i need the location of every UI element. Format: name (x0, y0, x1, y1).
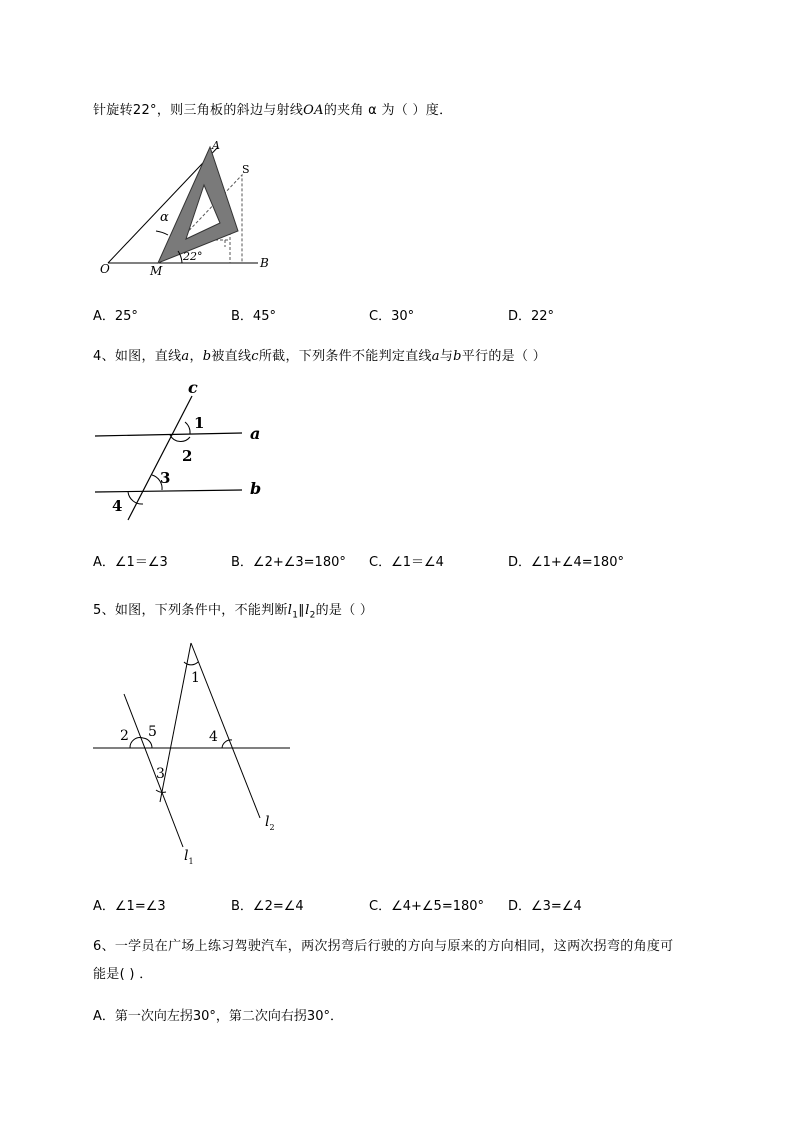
q6-option-a[interactable]: A．第一次向左拐30°，第二次向右拐30°． (93, 1009, 343, 1024)
q3-stem: 针旋转22°，则三角板的斜边与射线OA的夹角 α 为（ ）度． (93, 103, 453, 118)
q3-option-c[interactable]: C．30° (369, 309, 415, 324)
q3-option-a[interactable]: A．25° (93, 309, 138, 324)
q4-figure (90, 380, 280, 530)
q3-option-b[interactable]: B．45° (231, 309, 276, 324)
q5-stem: 5、如图，下列条件中，不能判断$l_1\parallel l_2$的是（ ） (93, 603, 374, 621)
q6-stem-line2: 能是( ) ． (93, 967, 153, 982)
q3-figure (90, 135, 290, 278)
label-3: 3 (156, 766, 165, 782)
q5-option-d[interactable]: D．∠3=∠4 (508, 899, 582, 914)
label-c: c (188, 378, 198, 397)
label-2: 2 (120, 728, 129, 744)
label-b: b (250, 479, 262, 498)
label-4: 4 (112, 497, 123, 515)
label-s: S (242, 163, 250, 176)
label-a: a (250, 424, 261, 443)
q4-stem: 4、如图，直线a，b被直线c所截，下列条件不能判定直线a与b平行的是（ ） (93, 349, 547, 364)
label-o: O (100, 262, 110, 276)
label-1: 1 (194, 414, 205, 432)
q4-option-a[interactable]: A．∠1＝∠3 (93, 555, 168, 570)
q4-option-c[interactable]: C．∠1＝∠4 (369, 555, 444, 570)
label-3: 3 (160, 469, 171, 487)
label-4: 4 (209, 729, 218, 745)
q6-stem-line1: 6、一学员在广场上练习驾驶汽车，两次拐弯后行驶的方向与原来的方向相同，这两次拐弯的角度可 (93, 939, 674, 954)
label-l1: $l_1$ (184, 848, 194, 866)
label-alpha: α (160, 210, 169, 225)
q4-option-b[interactable]: B．∠2+∠3=180° (231, 555, 346, 570)
q3-option-d[interactable]: D．22° (508, 309, 555, 324)
label-22: 22° (183, 250, 203, 263)
label-a: A (212, 139, 220, 152)
q5-option-c[interactable]: C．∠4+∠5=180° (369, 899, 485, 914)
label-m: M (150, 264, 163, 278)
q4-option-d[interactable]: D．∠1+∠4=180° (508, 555, 624, 570)
label-1: 1 (191, 670, 200, 686)
q5-option-b[interactable]: B．∠2=∠4 (231, 899, 304, 914)
q5-figure (90, 640, 300, 870)
label-b: B (260, 256, 269, 270)
label-5: 5 (148, 724, 157, 740)
label-l2: $l_2$ (265, 814, 275, 832)
label-2: 2 (182, 447, 193, 465)
q5-option-a[interactable]: A．∠1=∠3 (93, 899, 166, 914)
